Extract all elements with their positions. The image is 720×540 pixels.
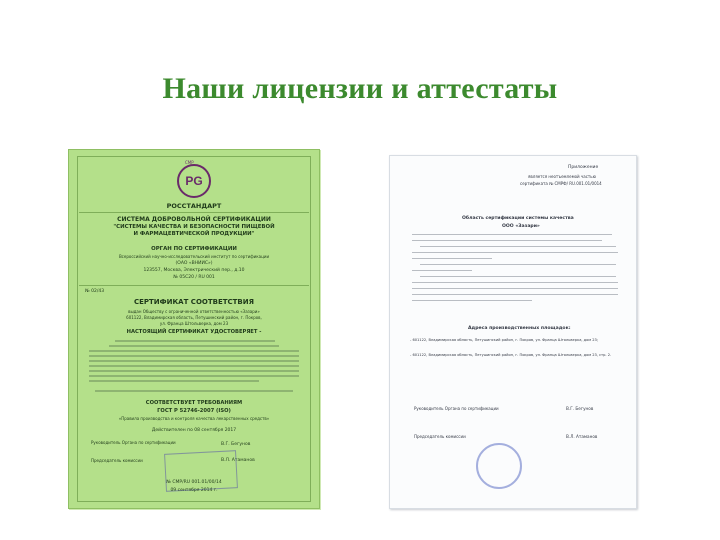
text-line (420, 246, 616, 247)
official-stamp (476, 443, 522, 489)
slide-title: Наши лицензии и аттестаты (162, 72, 558, 105)
valid-until: Действителен по 08 сентября 2017 (151, 428, 237, 433)
system-subtitle-2: И ФАРМАЦЕВТИЧЕСКОЙ ПРОДУКЦИИ" (133, 231, 255, 237)
sign-name-1: В.Г. Бегунов (566, 406, 594, 411)
quality-certificate-image (68, 149, 320, 509)
issued-address: 601122, Владимирская область, Петушинский район, г. Покров, (126, 315, 262, 320)
issue-number: № СМР/RU 001.01/00/14 (166, 480, 222, 485)
text-line (89, 350, 299, 352)
issue-date: 09 сентября 2014 г. (170, 488, 218, 493)
organ-title: ОРГАН ПО СЕРТИФИКАЦИИ (151, 246, 237, 252)
text-line (412, 234, 612, 235)
text-line (412, 300, 532, 301)
text-line (95, 390, 293, 392)
text-line (412, 270, 472, 271)
system-title: СИСТЕМА ДОБРОВОЛЬНОЙ СЕРТИФИКАЦИИ (117, 216, 271, 223)
rules-title: «Правила производства и контроля качества лекарственных средств» (118, 416, 270, 421)
organ-address: 123557, Москва, Электрический пер., д.10 (143, 268, 245, 273)
text-line (89, 380, 259, 382)
text-line (109, 345, 279, 347)
text-line (420, 276, 616, 277)
system-subtitle-1: "СИСТЕМЫ КАЧЕСТВА И БЕЗОПАСНОСТИ ПИЩЕВОЙ (113, 224, 275, 230)
cert-number: № 02/43 (85, 289, 105, 294)
text-line (412, 252, 618, 253)
text-line (89, 375, 299, 377)
logo-caption: СМР (185, 160, 194, 165)
sign-role-1: Руководитель Органа по сертификации (414, 406, 499, 411)
text-line (115, 340, 275, 342)
issued-address-2: ул. Франца Штольверка, дом 23 (159, 321, 229, 326)
address-1: - 601122, Владимирская область, Петушинский район, г. Покров, ул. Франца Штольверка, дом 23; (410, 338, 599, 342)
appendix-label: Приложение (568, 165, 599, 170)
text-line (412, 240, 602, 241)
organ-name: (ОАО «ВНИИС») (175, 261, 213, 266)
cert-title: СЕРТИФИКАТ СООТВЕТСТВИЯ (133, 298, 255, 306)
head-name: В.Г. Бегунов (221, 442, 251, 447)
official-stamp (164, 450, 238, 492)
sign-name-2: В.Л. Атаманов (566, 434, 598, 439)
certifies-heading: НАСТОЯЩИЙ СЕРТИФИКАТ УДОСТОВЕРЯЕТ - (126, 329, 262, 335)
text-line (412, 288, 618, 289)
addresses-title: Адреса производственных площадок: (468, 326, 571, 331)
text-line (420, 264, 616, 265)
cert-header: РОССТАНДАРТ (166, 202, 222, 210)
address-2: - 601122, Владимирская область, Петушинский район, г. Покров, ул. Франца Штольверка, дом 23, стр. 2. (410, 353, 612, 357)
scope-org: ООО «Зазари» (502, 224, 540, 229)
appendix-line-3: сертификата № СМРФ/ RU.001.01/0014 (520, 181, 602, 186)
chair-role: Председатель комиссии (91, 458, 143, 463)
sign-role-2: Председатель комиссии (414, 434, 466, 439)
text-line (412, 282, 618, 283)
text-line (412, 258, 492, 259)
divider (79, 285, 309, 286)
text-line (89, 360, 299, 362)
conforms-heading: СООТВЕТСТВУЕТ ТРЕБОВАНИЯМ (145, 400, 243, 406)
issued-to: выдан Обществу с ограниченной ответственностью «Зазари» (128, 309, 260, 314)
standard: ГОСТ Р 52746-2007 (ISO) (157, 408, 231, 414)
appendix-line-2: является неотъемлемой частью (528, 174, 596, 179)
divider (79, 212, 309, 213)
head-role: Руководитель Органа по сертификации (91, 440, 176, 445)
certification-logo: PG (177, 164, 211, 198)
text-line (89, 370, 299, 372)
text-line (89, 355, 299, 357)
chair-name: В.Л. Атаманов (221, 458, 255, 463)
text-line (89, 365, 299, 367)
text-line (412, 294, 618, 295)
organ-line: Всероссийский научно-исследовательский институт по сертификации (118, 254, 270, 259)
organ-reg-number: № 05С20 / RU 001 (173, 275, 215, 280)
scope-title: Область сертификации системы качества (462, 216, 574, 221)
